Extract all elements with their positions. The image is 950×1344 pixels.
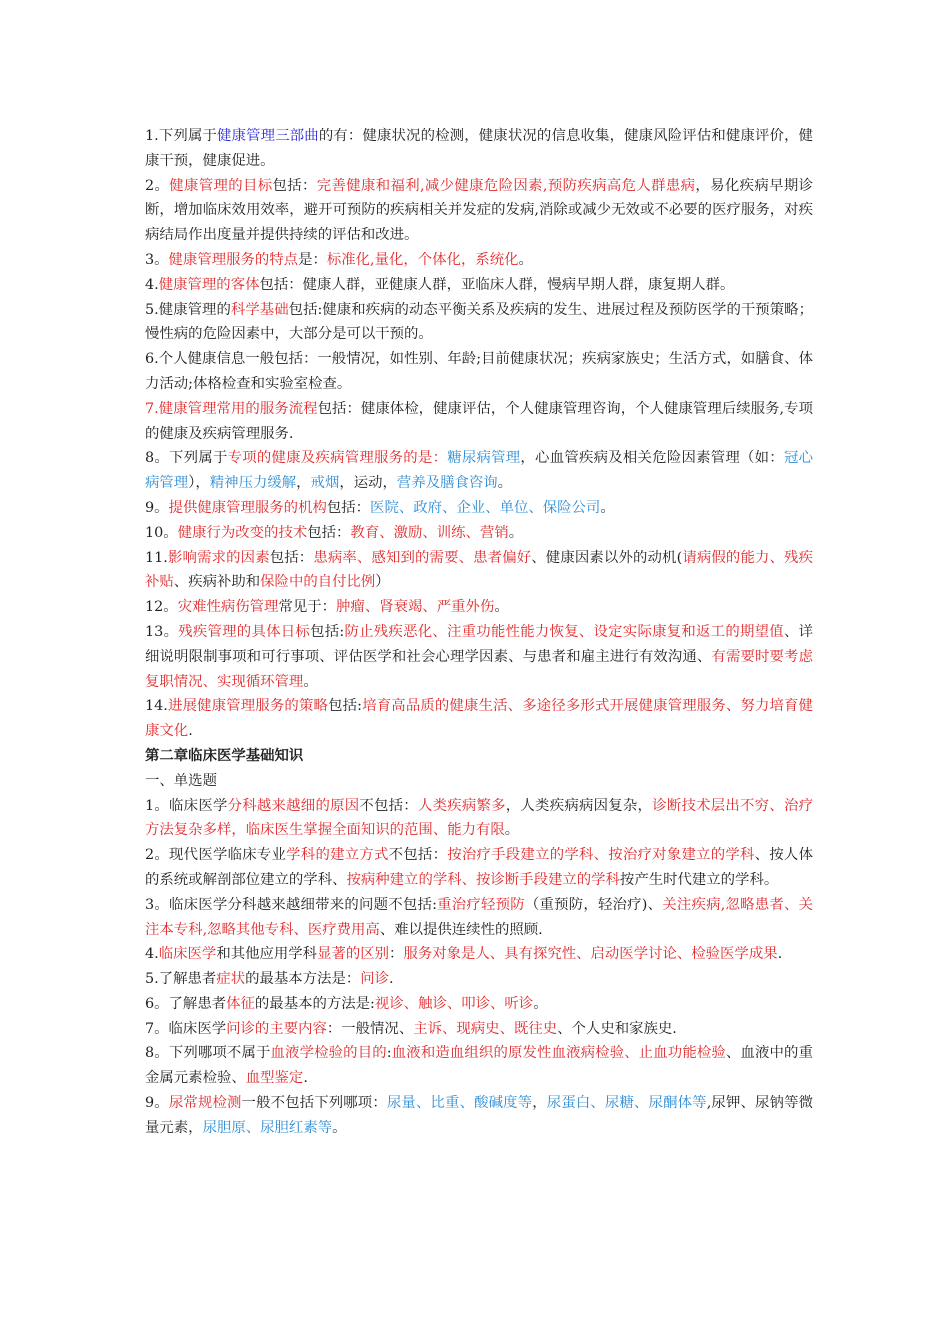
highlighted-text-run: 健康管理的客体 xyxy=(158,276,260,293)
highlighted-text-run: 尿蛋白、尿糖、尿酮体等 xyxy=(546,1095,707,1112)
text-run: 4. xyxy=(145,946,159,963)
highlighted-text-run: 科学基础 xyxy=(230,301,289,318)
text-run: 包括： xyxy=(272,177,317,194)
highlighted-text-run: 健康管理三部曲 xyxy=(217,128,319,144)
text-run: 包括： xyxy=(269,549,314,566)
text-run: 10。 xyxy=(145,524,178,541)
highlighted-text-run: 进展健康管理服务的策略 xyxy=(167,698,329,715)
highlighted-text-run: 患病率、感知到的需要、患者偏好 xyxy=(313,549,532,566)
text-run: 14. xyxy=(145,698,168,715)
text-run: 的最基本的方法是: xyxy=(254,995,375,1012)
paragraph xyxy=(145,397,813,447)
text-run: 包括：健康体检，健康评估，个人健康管理咨询，个人健康管理后续服务,专项的健康及疾病管理服务. xyxy=(145,400,813,442)
text-run: 1。临床医学 xyxy=(145,797,228,814)
text-run: 、难以提供连续性的照顾. xyxy=(379,921,543,938)
paragraph xyxy=(145,595,813,620)
highlighted-text-run: 血型鉴定 xyxy=(245,1070,304,1087)
highlighted-text-run: 血液学检验的目的 xyxy=(270,1045,387,1062)
text-run: 。 xyxy=(600,499,615,516)
text-run: 是： xyxy=(298,251,327,268)
paragraph xyxy=(145,496,813,521)
text-run: . xyxy=(303,1070,308,1087)
highlighted-text-run: 主诉、现病史、既往史 xyxy=(413,1020,558,1037)
highlighted-text-run: 临床医学 xyxy=(158,946,217,963)
text-run: ，易化疾病早期诊断，增加临床效用效率，避开可预防的疾病相关并发症的发病,消除或减少无效或不必要的医疗服务，对疾病结局作出度量并提供持续的评估和改进。 xyxy=(145,177,813,244)
paragraph xyxy=(145,942,813,967)
paragraph xyxy=(145,893,813,943)
highlighted-text-run: 分科越来越细的原因 xyxy=(227,797,360,814)
highlighted-text-run: 尿胆原、尿胆红素等 xyxy=(202,1119,333,1136)
highlighted-text-run: 戒烟 xyxy=(310,475,340,492)
text-run: ，运动， xyxy=(339,475,397,492)
text-run: 13。 xyxy=(145,623,179,640)
highlighted-text-run: 专项的健康及疾病管理服务的是： xyxy=(227,450,448,467)
text-run: 、个人史和家族史. xyxy=(557,1020,677,1037)
text-run: 、健康因素以外的动机( xyxy=(531,549,683,566)
highlighted-text-run: 完善健康和福利,减少健康危险因素,预防疾病高危人群患病 xyxy=(316,177,696,194)
highlighted-text-run: 尿量、比重、酸碱度等 xyxy=(386,1095,533,1112)
text-run: 5.健康管理的 xyxy=(145,301,231,318)
highlighted-text-run: 提供健康管理服务的机构 xyxy=(168,499,327,516)
highlighted-text-run: 防止残疾恶化、注重功能性能力恢复、设定实际康复和返工的期望值 xyxy=(344,623,784,640)
text-run: . xyxy=(777,946,783,963)
highlighted-text-run: 冠心病管理 xyxy=(145,450,813,492)
text-run: 按产生时代建立的学科。 xyxy=(619,871,779,888)
highlighted-text-run: 症状 xyxy=(216,971,246,988)
text-run: 6。了解患者 xyxy=(145,995,227,1012)
highlighted-text-run: 显著的区别 xyxy=(317,946,390,963)
paragraph xyxy=(145,521,813,546)
text-run: 。 xyxy=(494,599,509,616)
paragraph xyxy=(145,124,813,174)
text-run: 8。下列哪项不属于 xyxy=(145,1045,271,1062)
text-run: 4. xyxy=(145,276,159,293)
highlighted-text-run: 按病种建立的学科、按诊断手段建立的学科 xyxy=(346,871,620,888)
paragraph xyxy=(145,1091,813,1141)
text-run: 。 xyxy=(518,251,533,268)
text-run: . xyxy=(188,723,193,740)
highlighted-text-run: 按治疗手段建立的学科、按治疗对象建立的学科 xyxy=(447,847,755,864)
highlighted-text-run: 糖尿病管理 xyxy=(447,450,521,467)
text-run: 。 xyxy=(508,524,524,541)
text-run: 12。 xyxy=(145,599,178,616)
text-run: ,尿钾、尿钠等微量元素， xyxy=(145,1095,814,1136)
text-run: 包括: xyxy=(328,698,363,715)
highlighted-text-run: 灾难性病伤管理 xyxy=(177,599,279,616)
text-run: 和其他应用学科 xyxy=(216,946,318,963)
text-run: 包括： xyxy=(307,524,351,541)
text-run: 。 xyxy=(533,995,548,1012)
text-run: ）， xyxy=(188,475,210,492)
text-run: 的最基本方法是： xyxy=(245,971,361,988)
highlighted-text-run: 尿常规检测 xyxy=(168,1095,242,1112)
highlighted-text-run: 视诊、触诊、叩诊、听诊 xyxy=(374,995,534,1012)
text-run: 常见于： xyxy=(278,599,337,616)
paragraph xyxy=(145,546,813,596)
paragraph xyxy=(145,620,813,694)
text-run: ： xyxy=(389,946,404,963)
text-run: ，心血管疾病及相关危险因素管理（如： xyxy=(520,450,784,467)
paragraph xyxy=(145,694,813,744)
text-run: 不包括： xyxy=(359,797,418,814)
text-run: 。 xyxy=(303,673,318,690)
text-run: ） xyxy=(375,574,390,591)
text-run: 、疾病补助和 xyxy=(173,574,261,591)
highlighted-text-run: 保险中的自付比例 xyxy=(260,574,376,591)
highlighted-text-run: 教育、激励、训练、营销 xyxy=(350,524,509,541)
highlighted-text-run: 影响需求的因素 xyxy=(167,549,270,566)
highlighted-text-run: 精神压力缓解 xyxy=(209,475,297,492)
highlighted-text-run: 有需要时要考虑复职情况、实现循环管理 xyxy=(145,648,813,690)
text-run: 。 xyxy=(332,1119,347,1136)
text-run: 、按人体的系统或解剖部位建立的学科、 xyxy=(145,847,813,888)
paragraph xyxy=(145,273,813,298)
text-run: 。 xyxy=(504,822,520,839)
highlighted-text-run: 重治疗轻预防 xyxy=(436,896,525,913)
highlighted-text-run: 7.健康管理常用的服务流程 xyxy=(145,400,318,417)
highlighted-text-run: 关注疾病,忽略患者、关注本专科,忽略其他专科、医疗费用高 xyxy=(145,896,813,938)
text-run: 不包括： xyxy=(388,847,448,864)
text-run: 2。现代医学临床专业 xyxy=(145,847,287,864)
text-run: 6.个人健康信息一般包括：一般情况，如性别、年龄;目前健康状况；疾病家族史；生活方式，如膳食、体力活动;体格检查和实验室检查。 xyxy=(145,351,813,392)
paragraph xyxy=(145,843,813,893)
chapter-heading: 第二章临床医学基础知识 xyxy=(145,747,304,764)
highlighted-text-run: 人类疾病繁多 xyxy=(417,797,506,814)
paragraph xyxy=(145,174,813,248)
text-run: 的有：健康状况的检测，健康状况的信息收集，健康风险评估和健康评价，健康干预，健康促进。 xyxy=(145,128,813,169)
paragraph xyxy=(145,347,813,397)
highlighted-text-run: 服务对象是人、具有探究性、启动医学讨论、检验医学成果 xyxy=(403,946,778,963)
highlighted-text-run: 医院、政府、企业、单位、保险公司 xyxy=(370,499,601,516)
text-run: ：一般情况、 xyxy=(326,1020,414,1037)
highlighted-text-run: 血液和造血组织的原发性血液病检验、止血功能检验 xyxy=(391,1045,726,1062)
text-run: 7。临床医学 xyxy=(145,1020,227,1037)
text-run: 9。 xyxy=(145,499,169,516)
text-run: 包括：健康人群，亚健康人群，亚临床人群，慢病早期人群，康复期人群。 xyxy=(259,276,735,293)
highlighted-text-run: 营养及膳食咨询 xyxy=(396,475,498,492)
text-run: 包括: xyxy=(310,623,345,640)
text-run: 2。 xyxy=(145,177,170,194)
paragraph xyxy=(145,769,813,794)
text-run: 3。临床医学分科越来越细带来的问题不包括: xyxy=(145,896,437,913)
highlighted-text-run: 残疾管理的具体日标 xyxy=(178,623,311,640)
text-run: . xyxy=(389,971,394,988)
text-run: 一般不包括下列哪项： xyxy=(241,1095,387,1112)
highlighted-text-run: 肿瘤、肾衰竭、严重外伤 xyxy=(336,599,495,616)
paragraph xyxy=(145,446,813,496)
text-run: 5.了解患者 xyxy=(145,971,217,988)
text-run: : xyxy=(386,1045,392,1062)
text-run: 11. xyxy=(145,549,168,566)
highlighted-text-run: 标准化,量化，个体化，系统化 xyxy=(326,251,519,268)
paragraph xyxy=(145,967,813,992)
document-body xyxy=(145,124,813,1141)
text-run: 。 xyxy=(497,475,513,492)
highlighted-text-run: 健康行为改变的技术 xyxy=(177,524,308,541)
text-run: 包括： xyxy=(326,499,371,516)
highlighted-text-run: 问诊的主要内容 xyxy=(226,1020,327,1037)
paragraph xyxy=(145,248,813,273)
text-run: ，人类疾病病因复杂， xyxy=(505,797,653,814)
text-run: 一、单选题 xyxy=(145,772,217,789)
text-run: 9。 xyxy=(145,1095,169,1112)
highlighted-text-run: 学科的建立方式 xyxy=(286,847,389,864)
text-run: ， xyxy=(296,475,311,492)
highlighted-text-run: 请病假的能力、残疾补贴 xyxy=(145,549,813,591)
text-run: ， xyxy=(532,1095,547,1112)
paragraph xyxy=(145,794,813,844)
text-run: 8。下列属于 xyxy=(145,450,228,467)
paragraph xyxy=(145,298,813,348)
highlighted-text-run: 健康管理的目标 xyxy=(169,177,273,194)
paragraph xyxy=(145,992,813,1017)
text-run: 1.下列属于 xyxy=(145,128,218,144)
text-run: （重预防，轻治疗)、 xyxy=(524,896,663,913)
text-run: 3。 xyxy=(145,251,169,268)
highlighted-text-run: 体征 xyxy=(226,995,255,1012)
highlighted-text-run: 健康管理服务的特点 xyxy=(168,251,299,268)
paragraph xyxy=(145,1017,813,1042)
highlighted-text-run: 培育高品质的健康生活、多途径多形式开展健康管理服务、努力培育健康文化 xyxy=(145,698,813,740)
highlighted-text-run: 问诊 xyxy=(360,971,390,988)
text-run: 、血液中的重金属元素检验、 xyxy=(145,1045,813,1087)
text-run: 包括:健康和疾病的动态平衡关系及疾病的发生、进展过程及预防医学的干预策略；慢性病的危险因素中，大部分是可以干预的。 xyxy=(145,301,813,343)
text-run: 、详细说明限制事项和可行事项、评估医学和社会心理学因素、与患者和雇主进行有效沟通、 xyxy=(145,623,813,665)
highlighted-text-run: 诊断技术层出不穷、治疗方法复杂多样，临床医生掌握全面知识的范围、能力有限 xyxy=(145,797,813,839)
paragraph xyxy=(145,1041,813,1091)
